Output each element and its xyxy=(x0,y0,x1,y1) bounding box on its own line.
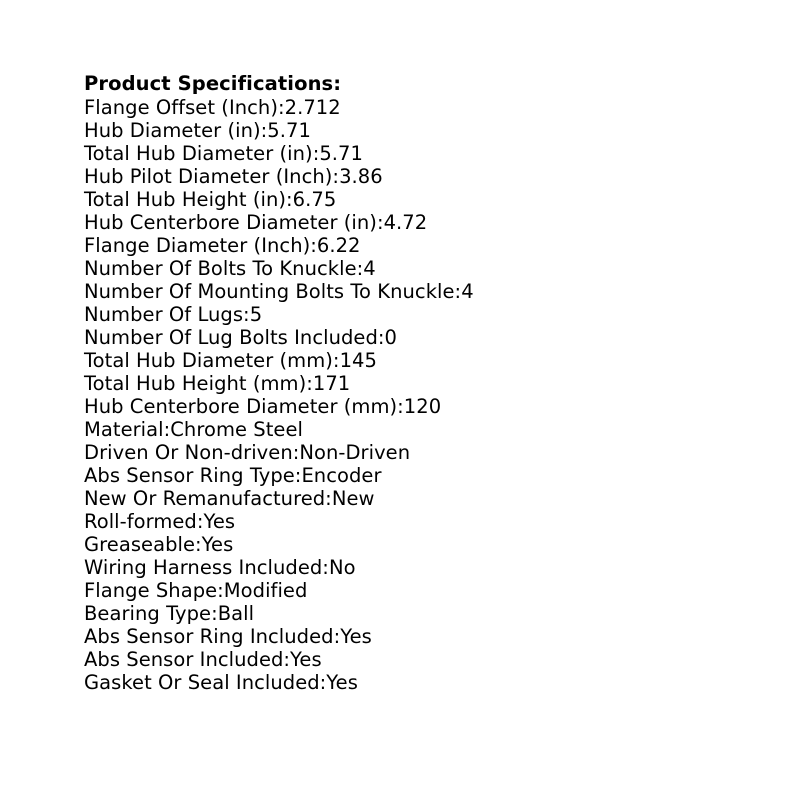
spec-label: Total Hub Diameter (mm): xyxy=(84,348,340,372)
spec-label: Hub Centerbore Diameter (in): xyxy=(84,210,384,234)
spec-value: Chrome Steel xyxy=(170,417,303,441)
spec-value: Ball xyxy=(217,601,255,625)
spec-value: Yes xyxy=(203,509,236,533)
spec-label: Abs Sensor Ring Included: xyxy=(84,624,341,648)
spec-row xyxy=(84,464,760,487)
spec-label: Gasket Or Seal Included: xyxy=(84,670,327,694)
spec-label: Flange Shape: xyxy=(84,578,224,602)
spec-label: Driven Or Non-driven: xyxy=(84,440,300,464)
spec-label: Roll-formed: xyxy=(84,509,204,533)
spec-value: Yes xyxy=(201,532,234,556)
spec-value: Non-Driven xyxy=(299,440,411,464)
spec-row xyxy=(84,579,760,602)
spec-row xyxy=(84,671,760,694)
spec-label: Total Hub Diameter (in): xyxy=(84,141,320,165)
spec-label: Abs Sensor Included: xyxy=(84,647,291,671)
spec-row xyxy=(84,326,760,349)
spec-row xyxy=(84,625,760,648)
spec-value: 5.71 xyxy=(267,118,311,142)
spec-row xyxy=(84,142,760,165)
spec-label: Total Hub Height (mm): xyxy=(84,371,313,395)
spec-label: Hub Pilot Diameter (Inch): xyxy=(84,164,340,188)
spec-label: Number Of Bolts To Knuckle: xyxy=(84,256,364,280)
spec-value: 4 xyxy=(363,256,376,280)
spec-label: Greaseable: xyxy=(84,532,202,556)
specifications-list xyxy=(84,96,760,694)
spec-value: New xyxy=(331,486,375,510)
spec-label: Number Of Mounting Bolts To Knuckle: xyxy=(84,279,462,303)
spec-value: 2.712 xyxy=(284,95,341,119)
spec-row xyxy=(84,533,760,556)
spec-label: Abs Sensor Ring Type: xyxy=(84,463,302,487)
spec-value: Encoder xyxy=(301,463,382,487)
spec-value: 145 xyxy=(339,348,377,372)
spec-label: New Or Remanufactured: xyxy=(84,486,332,510)
spec-label: Material: xyxy=(84,417,171,441)
spec-value: Yes xyxy=(290,647,322,671)
spec-value: 6.75 xyxy=(292,187,337,211)
spec-row xyxy=(84,96,760,119)
spec-label: Flange Offset (Inch): xyxy=(84,95,285,119)
spec-value: 171 xyxy=(312,371,351,395)
spec-row xyxy=(84,349,760,372)
spec-value: Modified xyxy=(223,578,308,602)
spec-row xyxy=(84,510,760,533)
spec-value: 4 xyxy=(461,279,474,303)
spec-row xyxy=(84,487,760,510)
spec-label: Flange Diameter (Inch): xyxy=(84,233,317,257)
spec-row xyxy=(84,556,760,579)
spec-row xyxy=(84,211,760,234)
spec-value: No xyxy=(328,555,356,579)
spec-label: Number Of Lugs: xyxy=(84,302,250,326)
spec-label: Hub Diameter (in): xyxy=(84,118,268,142)
spec-value: 3.86 xyxy=(339,164,383,188)
spec-value: 4.72 xyxy=(383,210,428,234)
spec-row xyxy=(84,418,760,441)
spec-label: Total Hub Height (in): xyxy=(84,187,293,211)
spec-label: Wiring Harness Included: xyxy=(84,555,329,579)
spec-value: 120 xyxy=(403,394,442,418)
spec-label: Number Of Lug Bolts Included: xyxy=(84,325,385,349)
spec-row xyxy=(84,441,760,464)
spec-row xyxy=(84,257,760,280)
spec-value: 5.71 xyxy=(319,141,363,165)
spec-row xyxy=(84,395,760,418)
spec-row xyxy=(84,372,760,395)
spec-row xyxy=(84,648,760,671)
spec-value: 0 xyxy=(384,325,397,349)
spec-value: Yes xyxy=(326,670,358,694)
page-title: Product Specifications: xyxy=(84,72,342,95)
spec-value: Yes xyxy=(340,624,372,648)
spec-value: 5 xyxy=(249,302,263,326)
spec-row xyxy=(84,165,760,188)
spec-row xyxy=(84,303,760,326)
spec-label: Hub Centerbore Diameter (mm): xyxy=(84,394,404,418)
spec-value: 6.22 xyxy=(316,233,361,257)
spec-label: Bearing Type: xyxy=(84,601,218,625)
spec-row xyxy=(84,234,760,257)
spec-row xyxy=(84,280,760,303)
spec-row xyxy=(84,602,760,625)
spec-row xyxy=(84,119,760,142)
spec-row xyxy=(84,188,760,211)
